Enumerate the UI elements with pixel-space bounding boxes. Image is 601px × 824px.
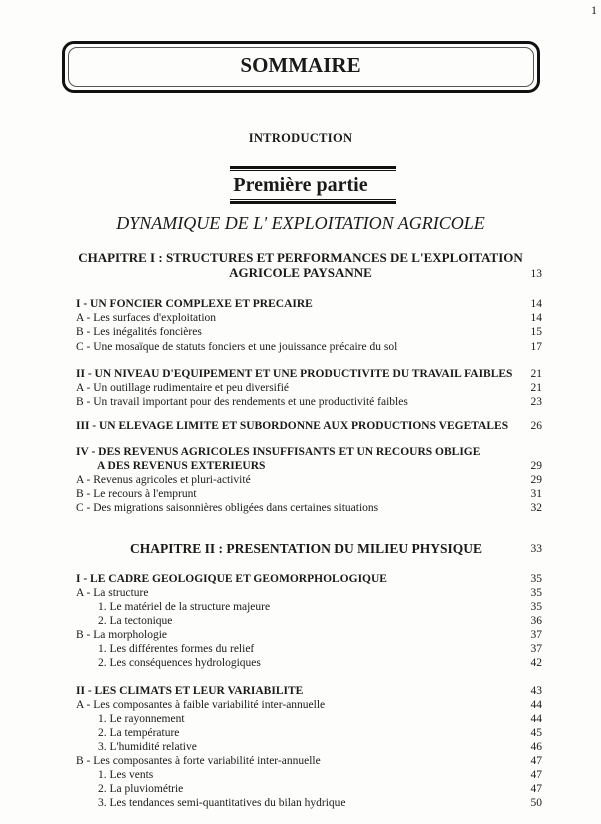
chapter2-entry[interactable] [76,783,542,797]
entry-page: 32 [530,502,542,514]
entry-label: C - Une mosaïque de statuts fonciers et une jouissance précaire du sol [76,341,398,353]
entry-label: 2. La pluviométrie [98,783,184,795]
entry-label: 2. La température [98,727,180,739]
chapter1-entry[interactable] [76,460,542,474]
page-title: SOMMAIRE [240,53,361,77]
chapter1-entry[interactable] [76,502,542,516]
entry-label: B - La morphologie [76,629,168,641]
chapter1-entry[interactable] [76,341,542,355]
entry-page: 42 [530,657,542,669]
chapter2-entry[interactable] [76,629,542,643]
chapter2-page: 33 [530,543,542,555]
page-number: 1 [591,3,597,17]
entry-page: 36 [530,615,542,627]
entry-label: 1. Les vents [98,769,154,781]
entry-page: 29 [530,460,542,472]
entry-page: 47 [530,755,542,767]
entry-page: 14 [530,312,542,324]
chapter1-entry[interactable] [76,298,542,312]
rule-bottom-thin [230,199,396,200]
entry-page: 35 [530,587,542,599]
chapter2-title[interactable]: CHAPITRE II : PRESENTATION DU MILIEU PHYSIQUE [130,541,483,556]
rule-bottom-thick [230,201,396,204]
part-subtitle: DYNAMIQUE DE L' EXPLOITATION AGRICOLE [116,213,485,233]
entry-label: 3. L'humidité relative [98,741,197,753]
rule-top-thick [230,166,396,169]
chapter2-entry[interactable] [76,573,542,587]
entry-label: III - UN ELEVAGE LIMITE ET SUBORDONNE AUX PRODUCTIONS VEGETALES [76,420,509,432]
entry-label: I - LE CADRE GEOLOGIQUE ET GEOMORPHOLOGIQUE [76,573,387,585]
chapter1-entry[interactable] [76,368,542,382]
entry-page: 46 [530,741,542,753]
rule-top-thin [230,170,396,171]
chapter2-entry[interactable] [76,643,542,657]
chapter1-entry[interactable] [76,396,542,410]
entry-page: 26 [530,420,542,432]
entry-label: II - UN NIVEAU D'EQUIPEMENT ET UNE PRODUCTIVITE DU TRAVAIL FAIBLES [76,368,513,380]
entry-label: B - Les composantes à forte variabilité inter-annuelle [76,755,321,767]
entry-page: 35 [530,573,542,585]
entry-page: 47 [530,769,542,781]
entry-label: IV - DES REVENUS AGRICOLES INSUFFISANTS ET UN RECOURS OBLIGE [76,446,481,458]
entry-label: II - LES CLIMATS ET LEUR VARIABILITE [76,685,304,697]
chapter2-entry[interactable] [76,727,542,741]
entry-label: A - Revenus agricoles et pluri-activité [76,474,251,486]
chapter1-entry[interactable] [76,312,542,326]
chapter1-entry[interactable] [76,382,542,396]
entry-label: I - UN FONCIER COMPLEXE ET PRECAIRE [76,298,313,310]
entry-label: B - Un travail important pour des rendements et une productivité faibles [76,396,408,408]
entry-page: 50 [530,797,542,809]
entry-page: 21 [530,382,542,394]
chapter1-title-line1[interactable]: CHAPITRE I : STRUCTURES ET PERFORMANCES DE L'EXPLOITATION [78,250,523,265]
entry-label: A - Un outillage rudimentaire et peu diversifié [76,382,290,394]
entry-page: 14 [530,298,542,310]
chapter1-title-line2[interactable]: AGRICOLE PAYSANNE [229,265,372,280]
entry-label: 1. Le rayonnement [98,713,185,725]
entry-page: 44 [530,713,542,725]
entry-label: B - Les inégalités foncières [76,326,202,338]
entry-label: B - Le recours à l'emprunt [76,488,197,500]
entry-page: 15 [530,326,542,338]
chapter1-page: 13 [530,268,542,280]
entry-page: 47 [530,783,542,795]
entry-page: 44 [530,699,542,711]
introduction-heading[interactable]: INTRODUCTION [248,131,353,145]
entry-label: 2. Les conséquences hydrologiques [98,657,261,669]
entry-label: A DES REVENUS EXTERIEURS [97,460,266,472]
chapter2-entry[interactable] [76,741,542,755]
chapter2-entry[interactable] [76,699,542,713]
chapter2-entry[interactable] [76,615,542,629]
entry-page: 35 [530,601,542,613]
chapter2-entry[interactable] [76,601,542,615]
entry-page: 43 [530,685,542,697]
chapter2-entry[interactable] [76,657,542,671]
chapter2-entry[interactable] [76,797,542,811]
entry-label: 3. Les tendances semi-quantitatives du bilan hydrique [98,797,346,809]
entry-label: 1. Le matériel de la structure majeure [98,601,271,613]
entry-label: 2. La tectonique [98,615,173,627]
entry-page: 37 [530,643,542,655]
chapter2-entry[interactable] [76,587,542,601]
chapter2-entry[interactable] [76,713,542,727]
chapter1-entry[interactable] [76,446,542,460]
entry-label: A - Les surfaces d'exploitation [76,312,217,324]
entry-page: 21 [530,368,542,380]
entry-label: A - Les composantes à faible variabilité inter-annuelle [76,699,326,711]
entry-page: 29 [530,474,542,486]
entry-page: 45 [530,727,542,739]
chapter2-entry[interactable] [76,769,542,783]
entry-label: 1. Les différentes formes du relief [98,643,255,655]
entry-page: 23 [530,396,542,408]
chapter2-entry[interactable] [76,755,542,769]
chapter1-entry[interactable] [76,488,542,502]
entry-page: 31 [530,488,542,500]
part-title: Première partie [233,174,368,196]
entry-page: 37 [530,629,542,641]
chapter1-entry[interactable] [76,420,542,434]
entry-label: A - La structure [76,587,149,599]
chapter1-entry[interactable] [76,474,542,488]
chapter2-entry[interactable] [76,685,542,699]
entry-label: C - Des migrations saisonnières obligées dans certaines situations [76,502,379,514]
chapter1-entry[interactable] [76,326,542,340]
entry-page: 17 [530,341,542,353]
